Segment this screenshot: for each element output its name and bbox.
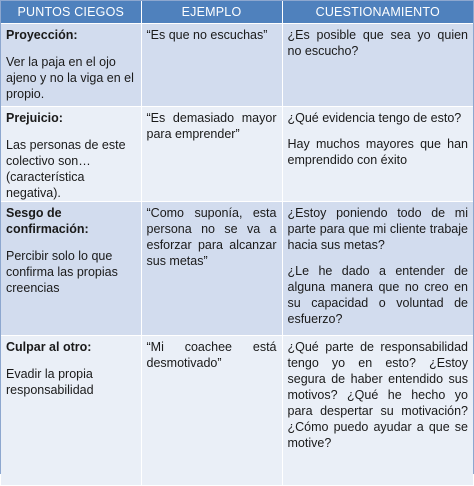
header-row [1, 1, 473, 24]
blind-spot-description: Percibir solo lo que confirma las propias creencias [6, 249, 118, 295]
blind-spot-cell [1, 107, 141, 202]
table-row [1, 202, 473, 336]
question-text: ¿Es posible que sea yo quien no escucho? [287, 28, 468, 58]
header-cuestionamiento: CUESTIONAMIENTO [282, 1, 473, 24]
example-text: “Como suponía, esta persona no se va a esforzar para alcanzar sus metas” [146, 206, 277, 268]
blind-spot-cell [1, 336, 141, 486]
example-text: “Mi coachee está desmotivado” [146, 340, 277, 370]
header-puntos-ciegos: PUNTOS CIEGOS [1, 1, 141, 24]
blind-spot-description: Evadir la propia responsabilidad [6, 367, 94, 397]
header-ejemplo: EJEMPLO [141, 1, 282, 24]
blind-spot-label: Culpar al otro: [6, 340, 92, 354]
example-cell [141, 336, 282, 486]
table-row [1, 336, 473, 486]
blind-spot-cell [1, 24, 141, 107]
example-text: “Es demasiado mayor para emprender” [146, 111, 277, 141]
question-cell [282, 202, 473, 336]
blind-spots-grid [1, 1, 473, 486]
example-cell [141, 107, 282, 202]
question-text: Hay muchos mayores que han emprendido con éxito [287, 137, 468, 167]
example-cell [141, 202, 282, 336]
example-text: “Es que no escuchas” [146, 28, 268, 42]
question-cell [282, 24, 473, 107]
question-text: ¿Qué parte de responsabilidad tengo yo en esto? ¿Estoy segura de haber entendido sus motivos? ¿Qué he hecho yo para despertar su motivación? ¿Cómo puedo ayudar a que se motive? [287, 340, 468, 450]
blind-spot-label: Proyección: [6, 28, 78, 42]
question-text: ¿Le he dado a entender de alguna manera que no creo en su capacidad o voluntad de esfuerzo? [287, 264, 468, 326]
question-text: ¿Qué evidencia tengo de esto? [287, 111, 462, 125]
table-row [1, 24, 473, 107]
blind-spot-cell [1, 202, 141, 336]
blind-spot-label: Prejuicio: [6, 111, 63, 125]
table-row [1, 107, 473, 202]
question-text: ¿Estoy poniendo todo de mi parte para que mi cliente trabaje hacia sus metas? [287, 206, 468, 252]
question-cell [282, 336, 473, 486]
question-cell [282, 107, 473, 202]
blind-spot-description: Las personas de este colectivo son… (característica negativa). [6, 138, 126, 200]
example-cell [141, 24, 282, 107]
blind-spot-description: Ver la paja en el ojo ajeno y no la viga en el propio. [6, 55, 134, 101]
blind-spot-label: Sesgo de confirmación: [6, 206, 89, 236]
